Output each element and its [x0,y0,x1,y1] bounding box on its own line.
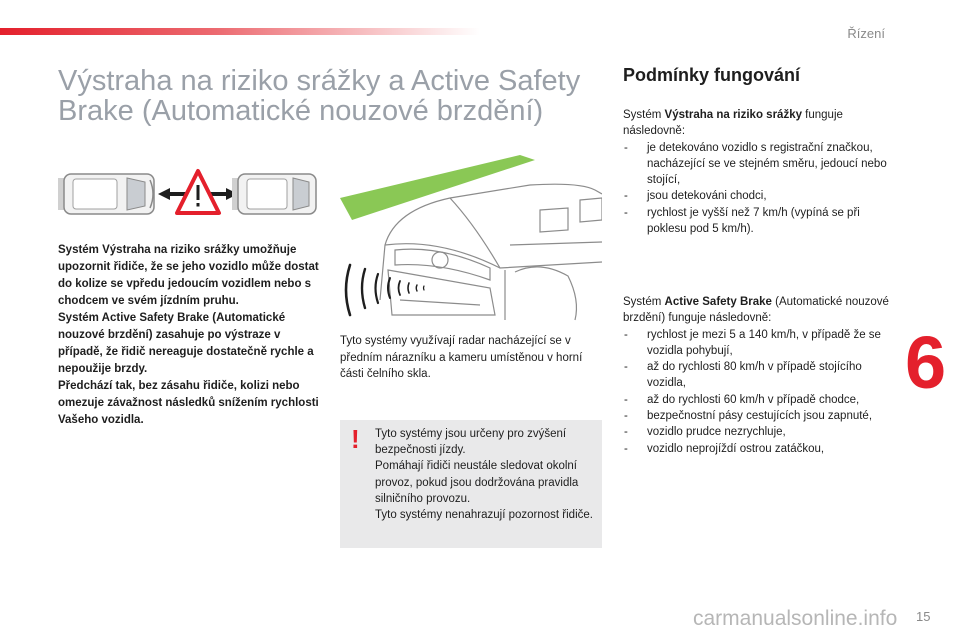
condition-list [623,140,891,238]
list-item: - až do rychlosti 80 km/h v případě stojícího vozidla, [623,359,891,392]
section-label: Řízení [847,26,885,41]
active-safety-brake-conditions [623,294,891,457]
system-name: Active Safety Brake [664,296,772,308]
list-item: - vozidlo prudce nezrychluje, [623,424,891,440]
list-item: - jsou detekováni chodci, [623,188,891,204]
conditions-heading: Podmínky fungování [623,65,801,85]
warning-line: Pomáhají řidiči neustále sledovat okolní provoz, pokud jsou dodržována pravidla silničního provozu. [375,460,579,505]
intro-text [58,242,322,429]
front-van-icon [232,174,316,214]
list-item: - bezpečnostní pásy cestujících jsou zapnuté, [623,408,891,424]
warning-line: Tyto systémy jsou určeny pro zvýšení bezpečnosti jízdy. [375,428,567,457]
list-item: - rychlost je vyšší než 7 km/h (vypíná se při poklesu pod 5 km/h). [623,205,891,238]
conditions-intro [623,107,891,140]
condition-list [623,327,891,457]
page-title [58,66,618,126]
list-item: - rychlost je mezi 5 a 140 km/h, v případě že se vozidla pohybují, [623,327,891,360]
rear-van-icon [58,174,154,214]
intro-suffix: funguje následovně: [623,109,843,138]
page-number: 15 [916,609,931,624]
radar-waves-icon [346,265,424,315]
intro-prefix: Systém [623,109,665,121]
conditions-intro [623,294,891,327]
collision-warning-conditions [623,107,891,237]
header-accent-bar [0,28,480,35]
collision-warning-illustration [57,168,319,220]
exclamation-icon: ! [351,424,360,454]
warning-text [375,426,597,523]
warning-note-box [340,420,602,548]
radar-description: Tyto systémy využívají radar nacházející se v předním nárazníku a kameru umístěnou v horní části čelního skla. [340,335,583,380]
warning-line: Tyto systémy nenahrazují pozornost řidiče. [375,509,593,522]
van-body [380,184,602,320]
intro-paragraph: Systém Výstraha na riziko srážky umožňuje upozornit řidiče, že se jeho vozidlo může dostat do kolize se vpředu jedoucím vozidlem nebo s chodcem ve svém jízdním pruhu. [58,244,319,307]
list-item: - až do rychlosti 60 km/h v případě chodce, [623,392,891,408]
intro-paragraph: Předchází tak, bez zásahu řidiče, kolizi nebo omezuje závažnost následků snížením rychlosti Vašeho vozidla. [58,380,319,426]
list-item: - je detekováno vozidlo s registrační značkou, nacházející se ve stejném směru, jedoucí nebo stojící, [623,140,891,189]
page-title-line-2: Brake (Automatické nouzové brzdění) [58,95,544,127]
van-radar-illustration [340,150,602,328]
intro-paragraph: Systém Active Safety Brake (Automatické nouzové brzdění) zasahuje po výstraze v případě, že řidič nereaguje dostatečně rychle a nepoužije brzdy. [58,312,314,375]
intro-prefix: Systém [623,296,665,308]
brand-logo-icon [432,252,448,268]
page-title-line-1: Výstraha na riziko srážky a Active Safety [58,65,581,97]
watermark: carmanualsonline.info [693,607,898,630]
list-item: - vozidlo neprojíždí ostrou zatáčkou, [623,441,891,457]
camera-field-of-view [340,155,535,220]
system-name: Výstraha na riziko srážky [664,109,802,121]
intro-suffix: (Automatické nouzové brzdění) funguje následovně: [623,296,889,325]
chapter-number: 6 [905,321,947,404]
